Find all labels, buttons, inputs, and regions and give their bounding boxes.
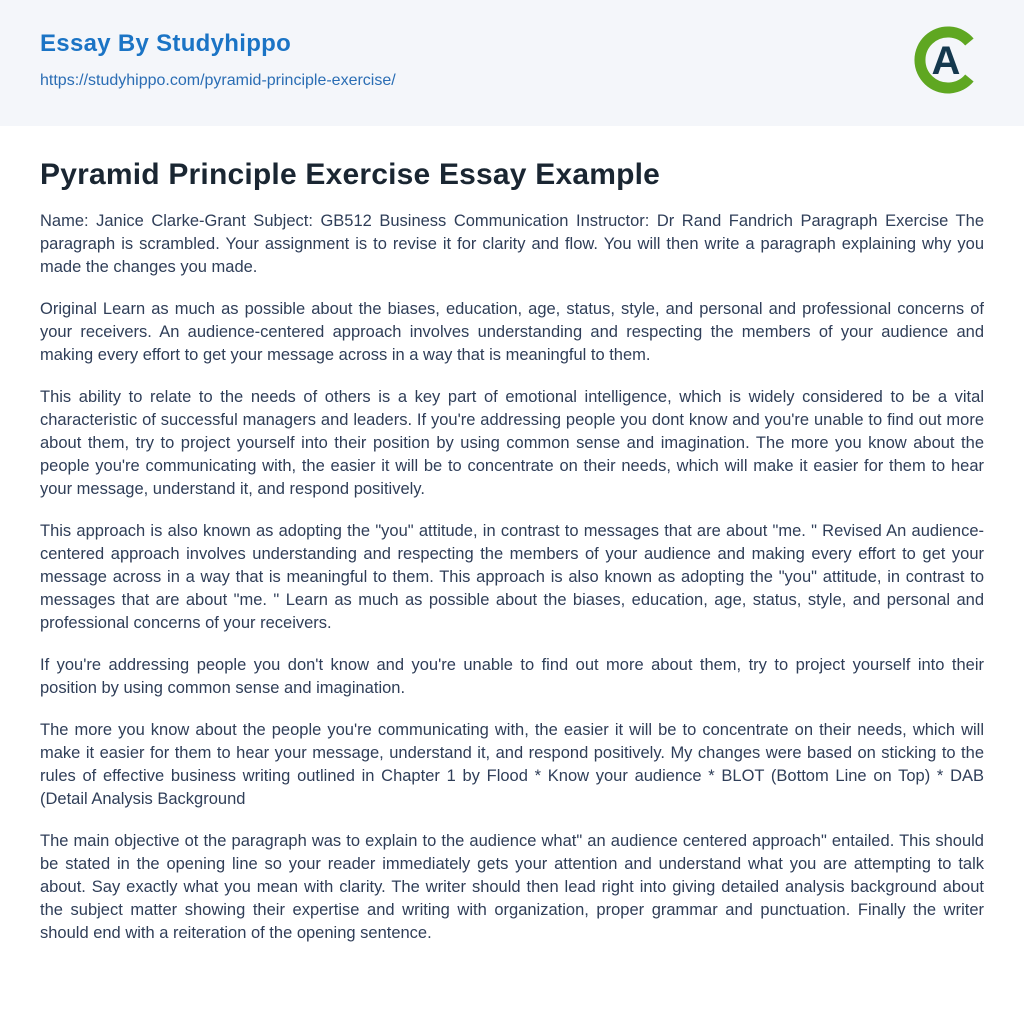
essay-title: Pyramid Principle Exercise Essay Example bbox=[40, 158, 661, 191]
essay-article bbox=[0, 158, 1024, 945]
essay-paragraph-4: This approach is also known as adopting the "you" attitude, in contrast to messages that are about "me. " Revised An audience-centered approach involves understanding and respecting the members of your audience and making every effort to get your message across in a way that is meaningful to them. This approach is also known as adopting the "you" attitude, in contrast to messages that are about "me. " Learn as much as possible about the biases, education, age, status, style, and personal and professional concerns of your receivers. bbox=[40, 522, 984, 632]
essay-paragraph-6: The more you know about the people you're communicating with, the easier it will be to concentrate on their needs, which will make it easier for them to hear your message, understand it, and respond positively. My changes were based on sticking to the rules of effective business writing outlined in Chapter 1 by Flood * Know your audience * BLOT (Bottom Line on Top) * DAB (Detail Analysis Background bbox=[40, 721, 984, 808]
essay-paragraph-1: Name: Janice Clarke-Grant Subject: GB512 Business Communication Instructor: Dr Rand Fandrich Paragraph Exercise The paragraph is scrambled. Your assignment is to revise it for clarity and flow. You will then write a paragraph explaining why you made the changes you made. bbox=[40, 212, 984, 276]
essay-paragraph-2: Original Learn as much as possible about the biases, education, age, status, style, and personal and professional concerns of your receivers. An audience-centered approach involves understanding and respecting the members of your audience and making every effort to get your message across in a way that is meaningful to them. bbox=[40, 300, 984, 364]
site-title-link[interactable]: Essay By Studyhippo bbox=[40, 30, 292, 57]
header-text-block bbox=[40, 26, 396, 90]
essay-paragraph-5: If you're addressing people you don't know and you're unable to find out more about them, try to project yourself into their position by using common sense and imagination. bbox=[40, 656, 984, 697]
page-header bbox=[0, 0, 1024, 126]
essay-paragraph-7: The main objective ot the paragraph was to explain to the audience what" an audience centered approach" entailed. This should be stated in the opening line so your reader immediately gets your attention and understand what you are attempting to talk about. Say exactly what you mean with clarity. The writer should then lead right into giving detailed analysis background about the subject matter showing their expertise and writing with organization, proper grammar and punctuation. Finally the writer should end with a reiteration of the opening sentence. bbox=[40, 832, 984, 942]
essay-paragraph-3: This ability to relate to the needs of others is a key part of emotional intelligence, which is widely considered to be a vital characteristic of successful managers and leaders. If you're addressing people you dont know and you're unable to find out more about them, try to project yourself into their position by using common sense and imagination. The more you know about the people you're communicating with, the easier it will be to concentrate on their needs, which will make it easier for them to hear your message, understand it, and respond positively. bbox=[40, 388, 984, 498]
logo-letter: A bbox=[931, 39, 961, 83]
page-url-link[interactable]: https://studyhippo.com/pyramid-principle-exercise/ bbox=[40, 72, 396, 89]
logo-ring-icon bbox=[910, 22, 986, 98]
studyhippo-logo bbox=[910, 22, 986, 98]
